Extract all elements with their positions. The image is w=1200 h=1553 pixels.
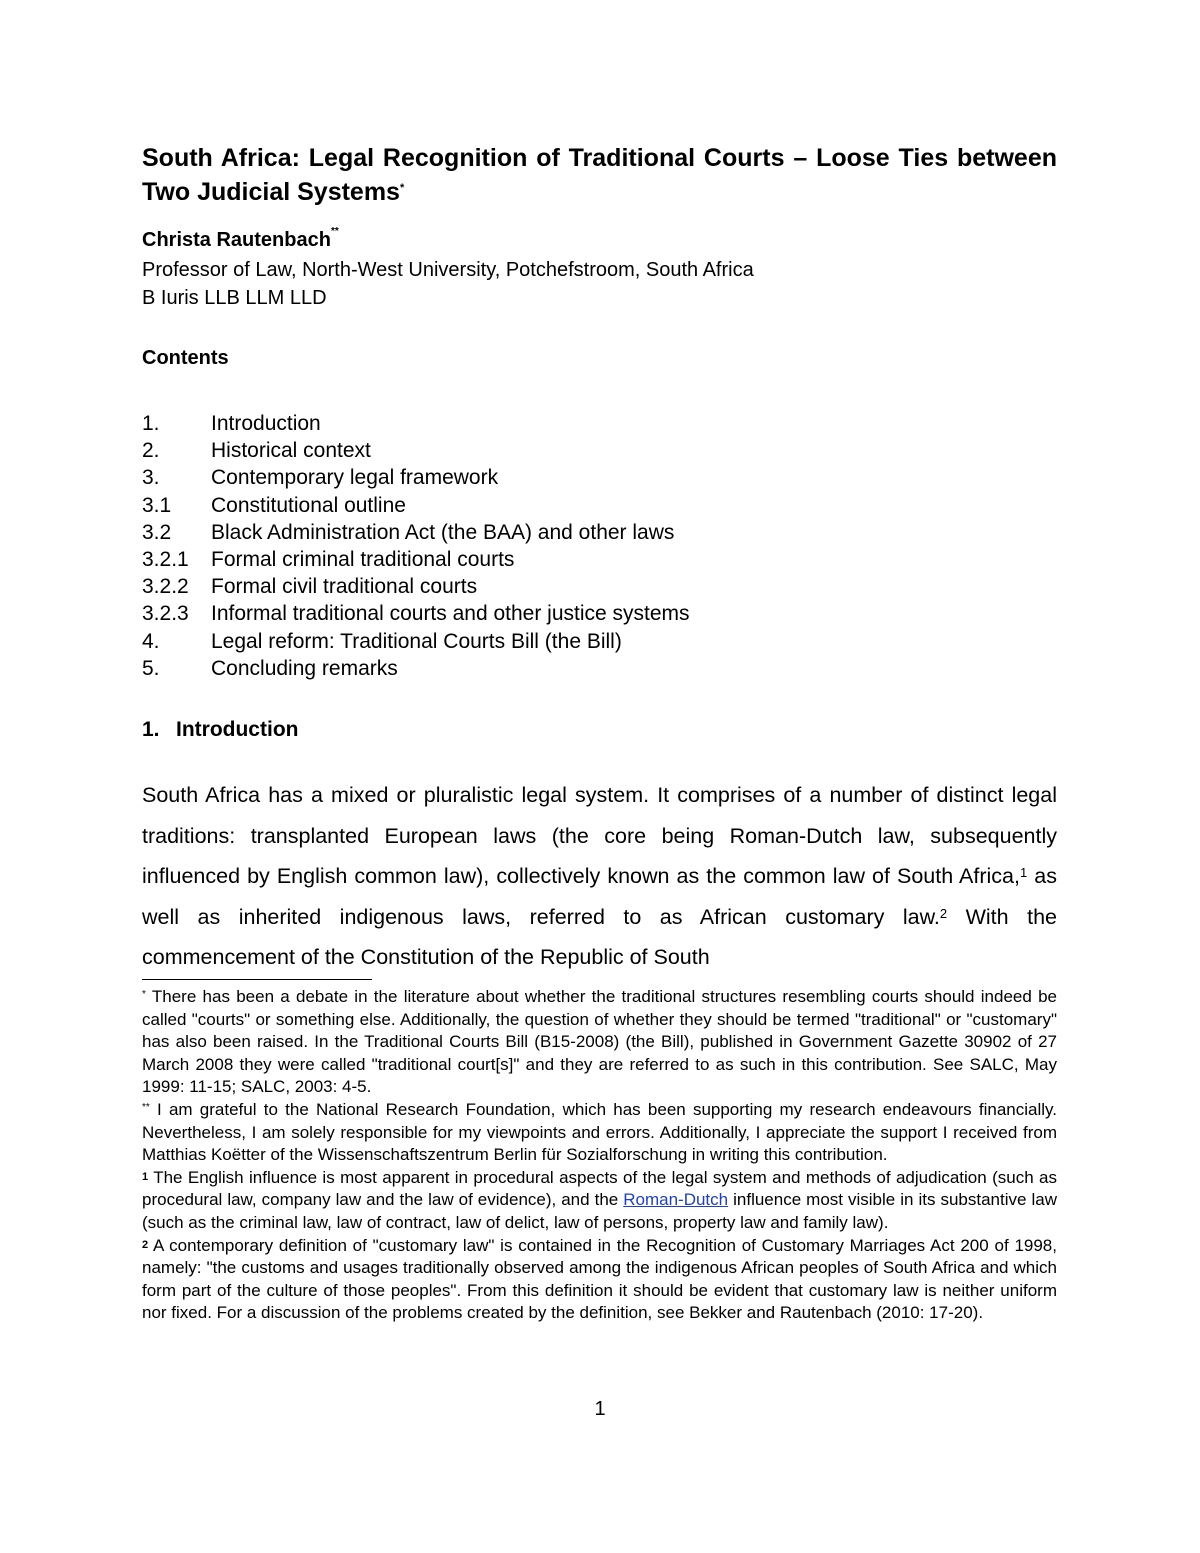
affiliation-line-2: B Iuris LLB LLM LLD [142,287,327,309]
toc-item[interactable] [142,464,690,491]
toc-number: 3.2 [142,520,172,544]
footnote-double-star [142,1099,1057,1167]
toc-number: 3.2.1 [142,547,189,571]
toc-label: Black Administration Act (the BAA) and other laws [211,520,675,544]
toc-item[interactable] [142,410,690,437]
toc-label: Informal traditional courts and other justice systems [211,602,690,626]
toc-item[interactable] [142,655,690,682]
toc-number: 3.2.2 [142,575,189,599]
author-name [142,226,339,252]
toc-label: Legal reform: Traditional Courts Bill (the Bill) [211,629,622,653]
toc-label: Formal civil traditional courts [211,575,478,599]
roman-dutch-link[interactable]: Roman-Dutch [623,1190,729,1210]
paragraph-text: as well as inherited indigenous laws, referred to as African customary law. [142,864,1057,929]
introduction-paragraph [142,775,1057,978]
toc-number: 5. [142,656,160,680]
toc-number: 2. [142,439,160,463]
toc-item[interactable] [142,437,690,464]
footnote-2 [142,1235,1057,1325]
toc-number: 3.1 [142,493,172,517]
toc-label: Historical context [211,439,371,463]
footnote-marker: 2 [142,1238,149,1251]
paragraph-text: South Africa has a mixed or pluralistic legal system. It comprises of a number of distinct legal traditions: transplanted European laws (the core being Roman-Dutch law, subsequently influenced by English common law), collectively known as the common law of South Africa, [142,783,1057,888]
toc-item[interactable] [142,519,690,546]
footnotes [142,986,1057,1325]
toc-number: 1. [142,412,160,435]
toc-item[interactable] [142,492,690,519]
affiliation-line-1: Professor of Law, North-West University, Potchefstroom, South Africa [142,259,754,281]
author-affiliation [142,256,754,312]
toc-item[interactable] [142,600,690,627]
footnote-separator [142,979,372,980]
footnote-text: There has been a debate in the literature about whether the traditional structures resembling courts should indeed be called "courts" or something else. Additionally, the question of whether they should be termed "traditional" or "customary" has also been raised. In the Traditional Courts Bill (B15-2008) (the Bill), published in Government Gazette 30902 of 27 March 2008 they were called "traditional court[s]" and they are referred to as such in this contribution. See SALC, May 1999: 11-15; SALC, 2003: 4-5. [142,987,1057,1097]
footnote-marker: ** [142,1101,150,1113]
footnote-text: influence most visible in its substantive law (such as the criminal law, law of contract, law of delict, law of persons, property law and family law). [142,1190,1057,1232]
footnote-ref-1[interactable]: 1 [1020,865,1028,880]
contents-heading: Contents [142,347,229,369]
title-text: South Africa: Legal Recognition of Traditional Courts – Loose Ties between Two Judicial Systems [142,144,1057,206]
section-title: Introduction [176,718,299,741]
document-title [142,141,1057,209]
footnote-ref-2[interactable]: 2 [939,905,948,921]
toc-label: Concluding remarks [211,656,398,680]
toc-number: 3. [142,466,160,490]
section-heading-introduction [142,718,298,742]
footnote-1 [142,1167,1057,1235]
toc-number: 4. [142,629,160,653]
footnote-marker: 1 [142,1170,149,1183]
toc-item[interactable] [142,573,690,600]
author-name-text: Christa Rautenbach [142,229,331,251]
title-footnote-marker[interactable]: * [399,182,405,194]
section-number: 1. [142,718,160,741]
toc-label: Constitutional outline [211,493,406,517]
footnote-text: I am grateful to the National Research Foundation, which has been supporting my research endeavours financially. Nevertheless, I am solely responsible for my viewpoints and errors. Additionally, I appreciate the support I received from Matthias Koëtter of the Wissenschaftszentrum Berlin für Sozialforschung in writing this contribution. [142,1099,1057,1165]
page-number: 1 [594,1398,606,1420]
author-footnote-marker[interactable]: ** [330,226,339,237]
footnote-star [142,986,1057,1099]
table-of-contents [142,410,690,682]
toc-label: Formal criminal traditional courts [211,547,515,571]
toc-item[interactable] [142,628,690,655]
toc-label: Introduction [211,412,321,435]
footnote-text: A contemporary definition of "customary law" is contained in the Recognition of Customary Marriages Act 200 of 1998, namely: "the customs and usages traditionally observed among the indigenous African peoples of South Africa and which form part of the culture of those peoples". From this definition it should be evident that customary law is neither uniform nor fixed. For a discussion of the problems created by the definition, see Bekker and Rautenbach (2010: 17-20). [142,1235,1057,1323]
footnote-text: The English influence is most apparent in procedural aspects of the legal system and methods of adjudication (such as procedural law, company law and the law of evidence), and the [142,1167,1057,1210]
toc-item[interactable] [142,546,690,573]
toc-number: 3.2.3 [142,602,189,626]
footnote-marker: * [142,989,146,1000]
toc-label: Contemporary legal framework [211,466,499,490]
paragraph-text: With the commencement of the Constitution of the Republic of South [142,904,1057,969]
